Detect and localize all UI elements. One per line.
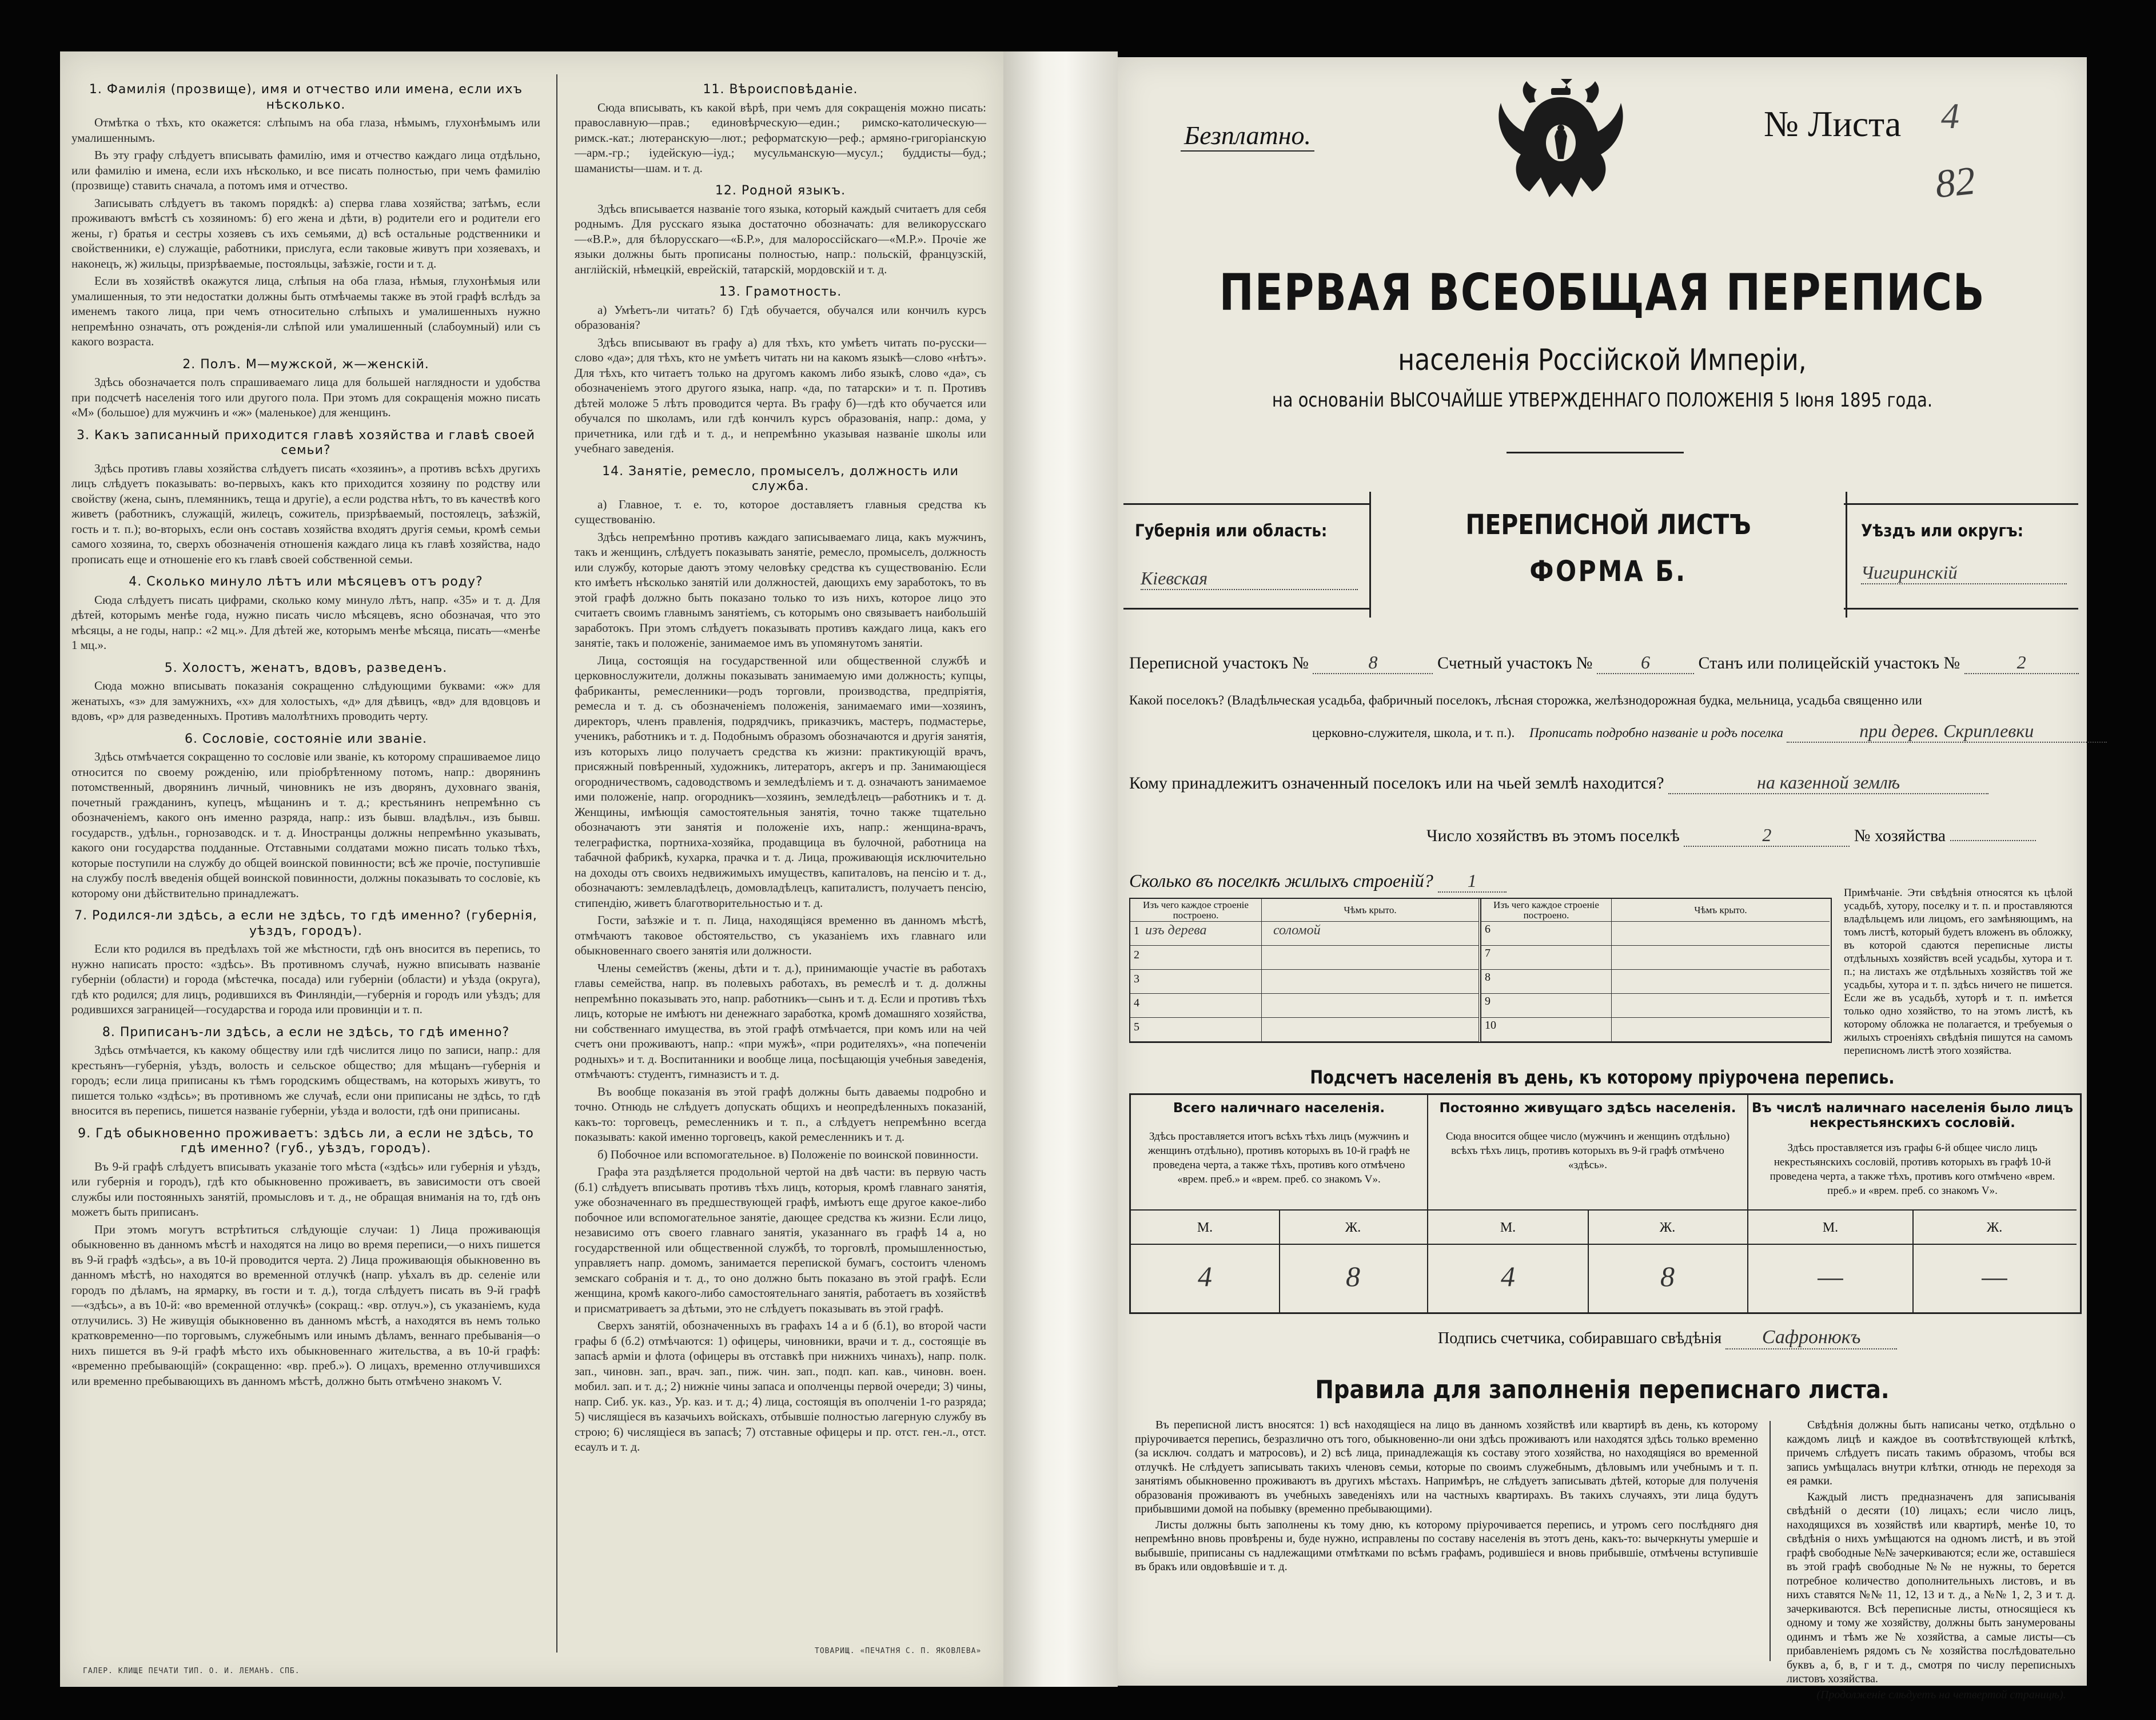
- settlement-row-2: [1129, 720, 2078, 743]
- section-heading: 8. Приписанъ-ли здѣсь, а если не здѣсь, то гдѣ именно?: [102, 1025, 510, 1040]
- paragraph: Записывать слѣдуетъ въ такомъ порядкѣ: а) сперва глава хозяйства; затѣмъ, если проживаютъ вмѣстѣ съ хозяиномъ: б) его жена и дѣти, в) родители его и родители его жены, г) братья и сестры хозяевъ съ ихъ семьями, д) всѣ остальные родственники и свойственники, е) служащіе, работники, прислуга, если таковые живутъ при хозяевахъ, и наконецъ, ж) жильцы, призрѣваемые, постояльцы, заѣзжіе, гости и т. д.: [71, 196, 540, 270]
- owner-label: Кому принадлежитъ означенный поселокъ или на чьей землѣ находится?: [1129, 774, 1664, 793]
- population-count-table: [1129, 1093, 2082, 1314]
- households-field[interactable]: 2: [1684, 825, 1850, 847]
- paragraph: а) Умѣетъ-ли читать? б) Гдѣ обучается, обучался или кончилъ курсъ образованія?: [575, 302, 986, 332]
- paragraph: Члены семействъ (жены, дѣти и т. д.), принимающіе участіе въ работахъ главы семейства, напр. въ полевыхъ работахъ, въ ремеслѣ и т. д. должны непремѣнно показывать это, напр. работникъ—сынъ и т. д. Если и противъ тѣхъ лицъ, которые не имѣютъ ни денежнаго заработка, кромѣ домашняго хозяйства, ни собственнаго имущества, въ этой графѣ отмѣчается, при комъ или на чей счетъ они проживаютъ, напр.: «при мужѣ», «при родителяхъ», «на попеченіи родныхъ» и т. д. Воспитанники и вообще лица, посѣщающія учебныя заведенія, отмѣчаютъ: студентъ, гимназистъ и т. д.: [575, 961, 986, 1081]
- section-heading: 6. Сословіе, состояніе или званіе.: [184, 731, 428, 746]
- population-column-header: Всего наличнаго населенія.: [1173, 1101, 1385, 1116]
- signature-label: Подпись счетчика, собиравшаго свѣдѣнія: [1438, 1329, 1722, 1347]
- building-roof-cell[interactable]: [1612, 1018, 1830, 1042]
- instructions-column-2: [575, 74, 986, 1457]
- rules-paragraph: Свѣдѣнія должны быть написаны четко, отдѣльно о каждомъ лицѣ и каждое въ соотвѣтствующей клѣткѣ, причемъ слѣдуетъ писать такимъ образомъ, чтобы вся запись умѣщалась внутри клѣтки, отнюдь не переходя за ея рамки.: [1787, 1419, 2075, 1487]
- male-count-field[interactable]: —: [1748, 1244, 1912, 1312]
- building-material-cell[interactable]: 7: [1480, 946, 1612, 970]
- paragraph: Въ эту графу слѣдуетъ вписывать фамилію, имя и отчество каждаго лица отдѣльно, или фамилію и имена, если ихъ нѣсколько, и все писать полностью, при чемъ фамилію (прозвище) ставить сначала, а потомъ имя и отчество.: [71, 148, 540, 192]
- signature-row: [1438, 1327, 1897, 1349]
- population-column-header: Въ числѣ наличнаго населенія было лицъ некрестьянскихъ сословій.: [1752, 1101, 2073, 1130]
- handwritten-page-number: 82: [1933, 158, 1978, 207]
- buildings-note: Примѣчаніе. Эти свѣдѣнія относятся къ цѣлой усадьбѣ, хутору, поселку и т. п. и проставляются владѣльцемъ или лицомъ, его замѣняющимъ, на томъ листѣ, который будетъ вложенъ въ обложку, въ которой сдаются переписные листы отдѣльныхъ хозяйствъ всей усадьбы, хутора и т. п.; на листахъ же отдѣльныхъ хозяйствъ той же усадьбы, хутора и т. п. здѣсь ничего не пишется. Если же въ усадьбѣ, хуторѣ и т. п. имѣется только одно хозяйство, то на этомъ листѣ, къ которому обложка не полагается, и требуемыя о жилыхъ строеніяхъ свѣдѣнія пишутся на самомъ переписномъ листѣ этого хозяйства.: [1844, 887, 2073, 1057]
- paragraph: Здѣсь противъ главы хозяйства слѣдуетъ писать «хозяинъ», а противъ всѣхъ другихъ лицъ слѣдуетъ показывать: во-первыхъ, какъ кто приходится хозяину по родству или свойству (жена, сынъ, племянникъ, теща и другіе), а если родства нѣтъ, то въ качествѣ кого живетъ (работникъ, служащій, жилецъ, сожитель, призрѣваемый, постоялецъ, заѣзжій, гость и т. п.); во-вторыхъ, если онъ составъ хозяйства входятъ другія семьи, кромѣ семьи самого хозяина, то, сверхъ обозначенія отношенія каждаго лица къ главѣ хозяйства, надо прописать еще и отношеніе его къ главѣ своей собственной семьи.: [71, 461, 540, 566]
- paragraph: Сюда вписывать, къ какой вѣрѣ, при чемъ для сокращенія можно писать: православную—прав.; единовѣрческую—един.; римско-католическую—римск.-кат.; лютеранскую—лют.; реформатскую—реф.; армяно-григоріанскую—арм.-гр.; іудейскую—іуд.; мусульманскую—мусул.; буддисты—буд.; шаманисты—шам. и т. д.: [575, 100, 986, 175]
- stan-field[interactable]: 2: [1964, 652, 2079, 674]
- left-page-instructions: [60, 51, 1003, 1687]
- paragraph: Графа эта раздѣляется продольной чертой на двѣ части: въ первую часть (б.1) слѣдуетъ вписывать противъ тѣхъ лицъ, которыя, кромѣ главнаго занятія, уже обозначеннаго въ предшествующей графѣ, имѣютъ еще другое какое-либо побочное или вспомогательное занятіе, дающее средства къ жизни. Если лицо, независимо отъ своего главнаго занятія, указаннаго въ графѣ 14 а, но государственной или общественной службѣ, то торговлѣ, промышленностью, управляетъ напр. домомъ, занимается перепиской бумагъ, состоитъ членомъ земскаго собранія и т. д., то оно должно быть показано въ этой графѣ. Если женщина, кромѣ какого-либо самостоятельнаго занятія, работаетъ въ хозяйствѣ и присматриваетъ за дѣтьми, это не слѣдуетъ показывать въ этой графѣ.: [575, 1165, 986, 1315]
- buildings-head-material-2: Изъ чего каждое строеніе построено.: [1480, 899, 1612, 922]
- paragraph: Если въ хозяйствѣ окажутся лица, слѣпыя на оба глаза, нѣмыя, глухонѣмыя или умалишенныя, то эти недостатки должны быть отмѣчаемы также въ этой графѣ вслѣдъ за именемъ такого лица, при чемъ относительно слѣпыхъ и умалишенныхъ нужно непремѣнно означать, отъ рожденія-ли слѣпой или умалишенный (слабоумный) или съ какого возраста.: [71, 274, 540, 348]
- legal-basis-line: на основаніи ВЫСОЧАЙШЕ УТВЕРЖДЕННАГО ПОЛОЖЕНІЯ 5 Іюня 1895 года.: [1272, 389, 1933, 412]
- paragraph: Отмѣтка о тѣхъ, кто окажется: слѣпымъ на оба глаза, нѣмымъ, глухонѣмымъ или умалишеннымъ.: [71, 116, 540, 145]
- male-label: М.: [1428, 1209, 1588, 1244]
- right-page-census-form: [1118, 57, 2087, 1701]
- instructions-column-1: [71, 74, 540, 1391]
- paragraph: Сверхъ занятій, обозначенныхъ въ графахъ 14 а и б (б.1), во второй части графы б (б.2) отмѣчаются: 1) офицеры, чиновники, врачи и т. д., состоящіе въ запасѣ арміи и флота (офицеры въ отставкѣ при нижнихъ чинахъ), напр. полк. зап., чиновн. зап., врач. зап., пиж. чин. зап., подп. кап. кав., чиновн. воен. мобил. зап. и т. д.; 2) нижніе чины запаса и ополченцы первой очереди; 3) чины, напр. Сиб. ук. каз., Ур. каз. и т. д.; 4) лица, состоящія въ ополченіи 1-го разряда; 5) числящіеся въ казачьихъ войскахъ, отбывшіе полностью лагерную службу въ строю; 6) числящіеся въ запасѣ; 7) отставные офицеры и пр. отст. ген.-л., отст. есаулъ и т. д.: [575, 1319, 986, 1454]
- buildings-head-material: Изъ чего каждое строеніе построено.: [1130, 899, 1262, 922]
- building-roof-cell[interactable]: [1612, 994, 1830, 1018]
- paragraph: Сюда слѣдуетъ писать цифрами, сколько кому минуло лѣтъ, напр. «35» и т. д. Для дѣтей, которымъ менѣе года, нужно писать число мѣсяцевъ, ясно обозначая, что это мѣсяцы, а не годы, напр.: «2 мц.». Для дѣтей же, которымъ менѣе мѣсяца, писать—«менѣе 1 мц.».: [71, 592, 540, 652]
- building-row-number: 1: [1134, 925, 1139, 937]
- settlement-note: Прописать подробно названіе и родъ поселка: [1529, 726, 1783, 740]
- paragraph: Сюда можно вписывать показанія сокращенно слѣдующими буквами: «ж» для женатыхъ, «з» для замужнихъ, «х» для холостыхъ, «д» для дѣвицъ, «вд» для вдовцовъ и вдовъ, «р» для разведенныхъ. Противъ малолѣтнихъ проводить черту.: [71, 679, 540, 723]
- paragraph: Въ вообще показанія въ этой графѣ должны быть даваемы подробно и точно. Отнюдь не слѣдуетъ допускать общихъ и неопредѣленныхъ показаній, какъ-то: торговецъ, ремесленникъ и т. п., а слѣдуетъ непремѣнно всегда показывать: какой именно торговецъ, какой ремесленникъ и т. д.: [575, 1084, 986, 1144]
- population-count-title: Подсчетъ населенія въ день, къ которому пріурочена перепись.: [1310, 1066, 1895, 1088]
- household-no-field[interactable]: [1950, 840, 2036, 841]
- mf-divider: [1588, 1209, 1589, 1312]
- printer-imprint-right: ТОВАРИЩ. «ПЕЧАТНЯ С. П. ЯКОВЛЕВА»: [815, 1647, 982, 1655]
- paragraph: Здѣсь вписывается названіе того языка, который каждый считаетъ для себя роднымъ. Для русскаго языка достаточно обозначать: для великорусскаго—«В.Р.», для бѣлорусскаго—«Б.Р.», для малороссійскаго—«М.Р.». Прочіе же языки должны быть прописаны полностью, напр.: польскій, французскій, англійскій, нѣмецкій, еврейскій, татарскій, мордовскій и т. д.: [575, 201, 986, 276]
- female-count-field[interactable]: 8: [1279, 1244, 1427, 1312]
- buildings-head-roof-2: Чѣмъ крыто.: [1612, 899, 1830, 922]
- province-box: [1123, 503, 1369, 610]
- census-plot-field[interactable]: 8: [1313, 652, 1433, 674]
- building-roof-cell[interactable]: [1262, 970, 1479, 994]
- section-heading: 3. Какъ записанный приходится главѣ хозяйства и главѣ своей семьи?: [77, 428, 535, 457]
- form-title: ПЕРЕПИСНОЙ ЛИСТЪ: [1465, 509, 1751, 541]
- female-label: Ж.: [1279, 1209, 1427, 1244]
- population-column: [1748, 1095, 2077, 1312]
- section-heading: 9. Гдѣ обыкновенно проживаетъ: здѣсь ли, а если не здѣсь, то гдѣ именно? (губ., уѣздъ, городъ).: [78, 1126, 534, 1156]
- building-material-cell[interactable]: 8: [1480, 970, 1612, 994]
- rules-right-column: [1787, 1418, 2075, 1703]
- building-material-cell[interactable]: [1130, 946, 1262, 970]
- title-divider: [1507, 452, 1684, 453]
- form-title-box: [1369, 492, 1847, 618]
- province-field[interactable]: Кіевская: [1141, 568, 1358, 590]
- section-heading: 5. Холостъ, женатъ, вдовъ, разведенъ.: [164, 660, 448, 675]
- household-no-label: № хозяйства: [1854, 826, 1946, 845]
- building-roof-cell[interactable]: соломой: [1262, 922, 1479, 946]
- census-plot-label: Переписной участокъ №: [1129, 654, 1309, 672]
- female-label: Ж.: [1912, 1209, 2077, 1244]
- free-label: Безплатно.: [1181, 120, 1314, 152]
- paragraph: Лица, состоящія на государственной или общественной службѣ и церковнослужители, должны показывать занимаемую ими должность; купцы, фабриканты, ремесленники—родъ торговли, производства, предпріятія, ремесла и т. д. съ обозначеніемъ положенія, занимаемаго ими—хозяинъ, директоръ, членъ правленія, подрядчикъ, приказчикъ, мастеръ, подмастерье, ученикъ, работникъ и т. д. Подобнымъ образомъ обозначаются и другія занятія, изъ которыхъ лицо получаетъ средства къ жизни: практикующій врачъ, присяжный повѣренный, художникъ, литераторъ, акгеръ и пр. Занимающіеся огородничествомъ, садоводствомъ и земледѣліемъ и т. д. означаютъ занимаемое ими положеніе, напр. огородникъ—хозяинъ, земледѣлецъ—работникъ и т. д. Женщины, имѣющія самостоятельныя занятія, точно также тщательно обозначаютъ эти занятія и положеніе ихъ, напр.: женщина-врачъ, телеграфистка, портниха-хозяйка, продавщица въ булочной, работница на табачной фабрикѣ, кухарка, прачка и т. д. Лица, проживающія исключительно на доходы отъ своихъ недвижимыхъ имуществъ, капиталовъ, на пенсію и т. д., обозначаютъ: землевладѣлецъ, домовладѣлецъ, капиталистъ, получаетъ пенсію, стипендію, живетъ благотворительностью и т. д.: [575, 653, 986, 910]
- sheet-number-value[interactable]: 4: [1941, 95, 1959, 136]
- building-roof-cell[interactable]: [1612, 970, 1830, 994]
- building-roof-cell[interactable]: [1262, 1018, 1479, 1042]
- male-count-field[interactable]: 4: [1131, 1244, 1279, 1312]
- population-column: [1428, 1095, 1748, 1312]
- paragraph: Здѣсь вписывают въ графу а) для тѣхъ, кто умѣетъ читать по-русски—слово «да»; для тѣхъ, кто не умѣетъ читать ни на какомъ языкѣ—слово «нѣтъ». Для тѣхъ, кто читаетъ только на другомъ какомъ либо языкѣ, слово «да», съ обозначеніемъ этого другого языка, напр. «да, по татарски» и т. п. Противъ дѣтей моложе 5 лѣтъ проводится черта. Въ графу б)—гдѣ кто обучается или обучался по школамъ, или гдѣ кончилъ курсъ образованія, напр.: дома, у причетника, или гдѣ и т. д., и непремѣнно указывая названіе школы или учебнаго заведенія.: [575, 335, 986, 455]
- building-material-cell[interactable]: [1130, 970, 1262, 994]
- rules-divider: [1770, 1421, 1771, 1661]
- building-material-value[interactable]: изъ дерева: [1145, 923, 1207, 938]
- rules-paragraph: Каждый листъ предназначенъ для записыванія свѣдѣній о десяти (10) лицахъ; если число лицъ, находящихся въ хозяйствѣ или квартирѣ, менѣе 10, то свѣдѣнія о нихъ умѣщаются на одномъ листѣ, и въ этой графѣ свободные №№ зачеркиваются; если же, оставшіеся въ этой графѣ свободные №№ не нужны, то берется потребное количество дополнительныхъ листовъ, и въ нихъ ставятся №№ 11, 12, 13 и т. д., а №№ 1, 2, 3 и т. д. зачеркиваются. Всѣ переписные листы, относящіеся къ одному и тому же хозяйству, должны быть занумерованы одинмъ и тѣмъ же № хозяйства, а самые листы—съ прибавленіемъ рядомъ съ № хозяйства послѣдовательно буквъ а, б, в, г и т. д., смотря по числу переписныхъ листовъ хозяйства.: [1787, 1490, 2075, 1685]
- sheet-number-label: № Листа: [1764, 103, 1902, 144]
- rules-paragraph: Листы должны быть заполнены къ тому дню, къ которому пріурочивается перепись, и утромъ сего послѣдняго дня непремѣнно вновь провѣрены и, буде нужно, исправлены по составу населенія въ этотъ день, какъ-то: вычеркнуты умершіе и выбывшіе, приписаны съ надлежащими отмѣтками по всѣмъ графамъ, родившіеся и вновь прибывшіе, отмѣчены вступившіе въ бракъ или овдовѣвшіе и т. д.: [1135, 1518, 1758, 1573]
- paragraph: Здѣсь отмѣчается сокращенно то сословіе или званіе, къ которому спрашиваемое лицо относится по своему рожденію, или пріобрѣтенному потомъ, напр.: дворянинъ потомственный, дворянинъ личный, чиновникъ не изъ дворянъ, духовнаго званія, почетный гражданинъ, купецъ, мѣщанинъ и т. д.; крестьянинъ непремѣнно съ обозначеніемъ, какого онъ именно разряда, напр.: изъ бывш. владѣльч., изъ бывш. государств., удѣльн., горнозаводск. и т. д. Иностранцы должны непремѣнно указывать, какого они государства подданные. Отставными солдатами можно писать только тѣхъ, которые поступили на службу до общей воинской повинности; всѣ же прочіе, поступившіе на службу послѣ введенія общей воинской повинности, должны показывать то сословіе, къ которому они дѣйствительно принадлежатъ.: [71, 750, 540, 900]
- households-label: Число хозяйствъ въ этомъ поселкѣ: [1426, 826, 1680, 845]
- population-column-description: Сюда вносится общее число (мужчинъ и женщинъ отдѣльно) всѣхъ тѣхъ лицъ, противъ которыхъ въ 9-й графѣ отмѣчено «здѣсь».: [1445, 1130, 1730, 1171]
- building-roof-cell[interactable]: [1612, 946, 1830, 970]
- form-subtitle: ФОРМА Б.: [1529, 555, 1687, 588]
- printer-imprint-left: ГАЛЕР. КЛИЩЕ ПЕЧАТИ ТИП. О. И. ЛЕМАНЪ. СПБ.: [83, 1667, 300, 1675]
- section-heading: 12. Родной языкъ.: [715, 184, 846, 198]
- population-column-description: Здѣсь проставляется итогъ всѣхъ тѣхъ лицъ (мужчинъ и женщинъ отдѣльно), противъ которыхъ въ 10-й графѣ не проведена черта, а также тѣхъ, противъ кого отмѣчено «врем. преб.» и «врем. преб. со знакомъ V».: [1147, 1130, 1410, 1185]
- building-row-number: 2: [1134, 949, 1139, 961]
- population-column: [1131, 1095, 1428, 1312]
- district-label: Уѣздъ или округъ:: [1861, 521, 2024, 540]
- building-material-cell[interactable]: 10: [1480, 1018, 1612, 1042]
- paragraph: Здѣсь обозначается полъ спрашиваемаго лица для большей наглядности и удобства при подсчетѣ населенія того или другого пола. При этомъ для сокращенія можно писать «М» (большое) для мужчинъ и «ж» (маленькое) для женщинъ.: [71, 375, 540, 419]
- district-field[interactable]: Чигиринскій: [1861, 562, 2067, 584]
- buildings-row: [1129, 870, 1507, 893]
- section-heading: 7. Родился-ли здѣсь, а если не здѣсь, то гдѣ именно? (губернія, уѣздъ, городъ).: [74, 909, 537, 938]
- double-headed-eagle-icon: [1489, 69, 1632, 206]
- building-material-cell[interactable]: [1130, 994, 1262, 1018]
- plot-numbers-row: [1129, 652, 2078, 674]
- paragraph: Здѣсь непремѣнно противъ каждаго записываемаго лица, какъ мужчинъ, такъ и женщинъ, слѣдуетъ показывать занятіе, ремесло, промыселъ, должность или службу, которые даютъ этому человѣку средства къ существованію. Если кто имѣетъ нѣсколько занятій или должностей, дающихъ ему заработокъ, то въ этой графѣ должно быть показано только то изъ нихъ, которое лицо это считаетъ своимъ главнымъ занятіемъ, съ которымъ оно связываетъ наибольшій заработокъ. При этомъ слѣдуетъ показывать противъ каждаго лица, какъ его занятіе, такъ и положеніе, занимаемое имъ въ упомянутомъ занятіи.: [575, 529, 986, 650]
- rules-paragraph: Въ переписной листъ вносятся: 1) всѣ находящіеся на лицо въ данномъ хозяйствѣ или квартирѣ въ день, къ которому пріурочивается перепись, безразлично отъ того, обыкновенно-ли они здѣсь проживаютъ или находятся здѣсь только временно (за исключ. солдатъ и матросовъ), и 2) всѣ лица, принадлежащія къ составу этого хозяйства, но находящіяся во временной отлучкѣ. Не слѣдуетъ записывать такихъ членовъ семьи, которые по своимъ служебнымъ, дѣловымъ или учебнымъ и т. п. занятіямъ обыкновенно проживаютъ въ другихъ мѣстахъ. Напримѣръ, не слѣдуетъ записывать дѣтей, которые для полученія образованія проживаютъ въ учебныхъ заведеніяхъ или на частныхъ квартирахъ. Въ такихъ случаяхъ, эти лица будутъ прибывшими домой на побывку (временно пребывающими).: [1135, 1419, 1758, 1515]
- population-column-header: Постоянно живущаго здѣсь населенія.: [1439, 1101, 1736, 1116]
- female-count-field[interactable]: —: [1912, 1244, 2077, 1312]
- households-row: [1129, 825, 2078, 847]
- mf-divider: [1912, 1209, 1914, 1312]
- building-roof-cell[interactable]: [1612, 922, 1830, 946]
- paragraph: б) Побочное или вспомогательное. в) Положеніе по воинской повинности.: [597, 1147, 979, 1161]
- settlement-label-2: церковно-служителя, школа, и т. п.).: [1312, 726, 1515, 740]
- column-divider: [556, 74, 557, 1653]
- section-heading: 13. Грамотность.: [719, 285, 842, 299]
- building-roof-cell[interactable]: [1262, 994, 1479, 1018]
- female-count-field[interactable]: 8: [1588, 1244, 1747, 1312]
- paragraph: Здѣсь отмѣчается, къ какому обществу или гдѣ числится лицо по записи, напр.: для крестьянъ—губернія, уѣздъ, волость и сельское общество; для мѣщанъ—губернія и городъ; если лица приписаны къ тѣмъ городскимъ обществамъ, на которыхъ живутъ, то пишется только «здѣсь»; въ противномъ же случаѣ, если они приписаны не здѣсь, то гдѣ вносится въ перепись, пишется названіе губерніи, уѣзда и волости, гдѣ они приписаны.: [71, 1043, 540, 1117]
- page-subtitle: населенія Россійской Имперіи,: [1398, 343, 1807, 377]
- male-count-field[interactable]: 4: [1428, 1244, 1588, 1312]
- section-heading: 14. Занятіе, ремесло, промыселъ, должность или служба.: [602, 464, 959, 493]
- page-title: ПЕРВАЯ ВСЕОБЩАЯ ПЕРЕПИСЬ: [1219, 263, 1986, 322]
- stan-label: Станъ или полицейскій участокъ №: [1698, 654, 1960, 672]
- rules-left-column: [1135, 1418, 1758, 1576]
- building-row-number: 3: [1134, 973, 1139, 985]
- building-roof-cell[interactable]: [1262, 946, 1479, 970]
- paragraph: а) Главное, т. е. то, которое доставляетъ главныя средства къ существованію.: [575, 497, 986, 526]
- signature-field[interactable]: Сафронюкъ: [1725, 1327, 1897, 1349]
- owner-field[interactable]: на казенной землѣ: [1668, 772, 1988, 794]
- building-row-number: 5: [1134, 1021, 1139, 1033]
- buildings-head-roof: Чѣмъ крыто.: [1262, 899, 1479, 922]
- population-column-description: Здѣсь проставляется изъ графы 6-й общее число лицъ некрестьянскихъ сословій, противъ которыхъ въ графѣ 10-й проведена черта, а также тѣхъ, противъ кого отмѣчено «врем. преб.» и «врем. преб. со знакомъ V».: [1770, 1142, 2055, 1197]
- section-heading: 4. Сколько минуло лѣтъ или мѣсяцевъ отъ роду?: [129, 575, 483, 589]
- male-label: М.: [1748, 1209, 1912, 1244]
- district-box: [1844, 503, 2078, 610]
- paragraph: Гости, заѣзжіе и т. п. Лица, находящіяся временно въ данномъ мѣстѣ, отмѣчаютъ таковое обстоятельство, съ указаніемъ ихъ главнаго или обыкновеннаго своего занятія или должности.: [575, 913, 986, 957]
- rules-paragraph: (Продолженіе слѣдуетъ на четвертой страницѣ).: [1816, 1688, 2066, 1701]
- buildings-label: Сколько въ поселкѣ жилыхъ строеній?: [1129, 870, 1433, 891]
- building-material-cell[interactable]: [1130, 1018, 1262, 1042]
- building-material-cell[interactable]: 6: [1480, 922, 1612, 946]
- female-label: Ж.: [1588, 1209, 1747, 1244]
- paragraph: Въ 9-й графѣ слѣдуетъ вписывать указаніе того мѣста («здѣсь» или губернія и уѣздъ, или губернія и городъ), гдѣ кто обыкновенно проживаетъ, въ зависимости отъ своей службы или постоянныхъ занятій, промысловъ и т. д., не обращая вниманія на то, гдѣ онъ можетъ быть приписанъ.: [71, 1159, 540, 1219]
- male-label: М.: [1131, 1209, 1279, 1244]
- rules-title: Правила для заполненія переписнаго листа.: [1315, 1375, 1890, 1404]
- settlement-field[interactable]: при дерев. Скриплевки: [1787, 720, 2107, 743]
- building-material-cell[interactable]: [1130, 922, 1262, 946]
- count-plot-field[interactable]: 6: [1597, 652, 1694, 674]
- building-row-number: 4: [1134, 997, 1139, 1009]
- section-heading: 1. Фамилія (прозвище), имя и отчество или имена, если ихъ нѣсколько.: [89, 82, 523, 112]
- section-heading: 11. Вѣроисповѣданіе.: [703, 82, 858, 97]
- settlement-label: Какой поселокъ? (Владѣльческая усадьба, фабричный поселокъ, лѣсная сторожка, желѣзнодорожная будка, мельница, усадьба священно или: [1129, 693, 1922, 707]
- section-heading: 2. Полъ. М—мужской, ж—женскій.: [182, 357, 429, 372]
- book-gutter: [1003, 51, 1118, 1687]
- buildings-table: [1129, 898, 1832, 1043]
- buildings-field[interactable]: 1: [1438, 870, 1507, 893]
- count-plot-label: Счетный участокъ №: [1437, 654, 1593, 672]
- province-label: Губернія или область:: [1135, 521, 1328, 540]
- paragraph: Если кто родился въ предѣлахъ той же мѣстности, гдѣ онъ вносится въ перепись, то нужно написать просто: «здѣсь». Въ противномъ случаѣ, нужно вписывать названіе губерніи (области) и города (мѣстечка, посада) или губерніи (области) и уѣзда (округа), гдѣ кто родился; для лицъ, родившихся въ Финляндіи,—губернія и городъ или уѣздъ; для родившихся заграницей—государства и города или провинціи и т. п.: [71, 942, 540, 1016]
- owner-row: [1129, 772, 2078, 794]
- settlement-row: [1129, 693, 2078, 708]
- mf-divider: [1279, 1209, 1280, 1312]
- paragraph: При этомъ могутъ встрѣтиться слѣдующіе случаи: 1) Лица проживающія обыкновенно въ данномъ мѣстѣ и находятся на лицо во время переписи,—о нихъ пишется въ 9-й графѣ «здѣсь», а въ 10-й проводится черта. 2) Лица проживающія обыкновенно въ данномъ мѣстѣ, но находятся во временной отлучкѣ (напр. уѣхалъ въ др. селеніе или городъ по дѣламъ, на ярмарку, въ гости и т. д.), тогда слѣдуетъ писать въ 9-й графѣ—«здѣсь», а въ 10-й: «во временной отлучкѣ» (сокращ.: «вр. отлуч.»), съ указаніемъ, куда отлучились. 3) Не живущія обыкновенно въ данномъ мѣстѣ, а находятся въ немъ только кратковременно—по торговымъ, служебнымъ или инымъ дѣламъ, веннаго пребыванія—о нихъ пишется въ 9-й графѣ мѣсто ихъ обыкновеннаго жительства, а въ 10-й графѣ: «временно пребывающій» (сокращенно: «вр. преб.»). О лицахъ, временно отлучившихся или временно пребывающихъ въ данномъ мѣстѣ, должно быть отмѣчено знакомъ V.: [71, 1222, 540, 1388]
- building-material-cell[interactable]: 9: [1480, 994, 1612, 1018]
